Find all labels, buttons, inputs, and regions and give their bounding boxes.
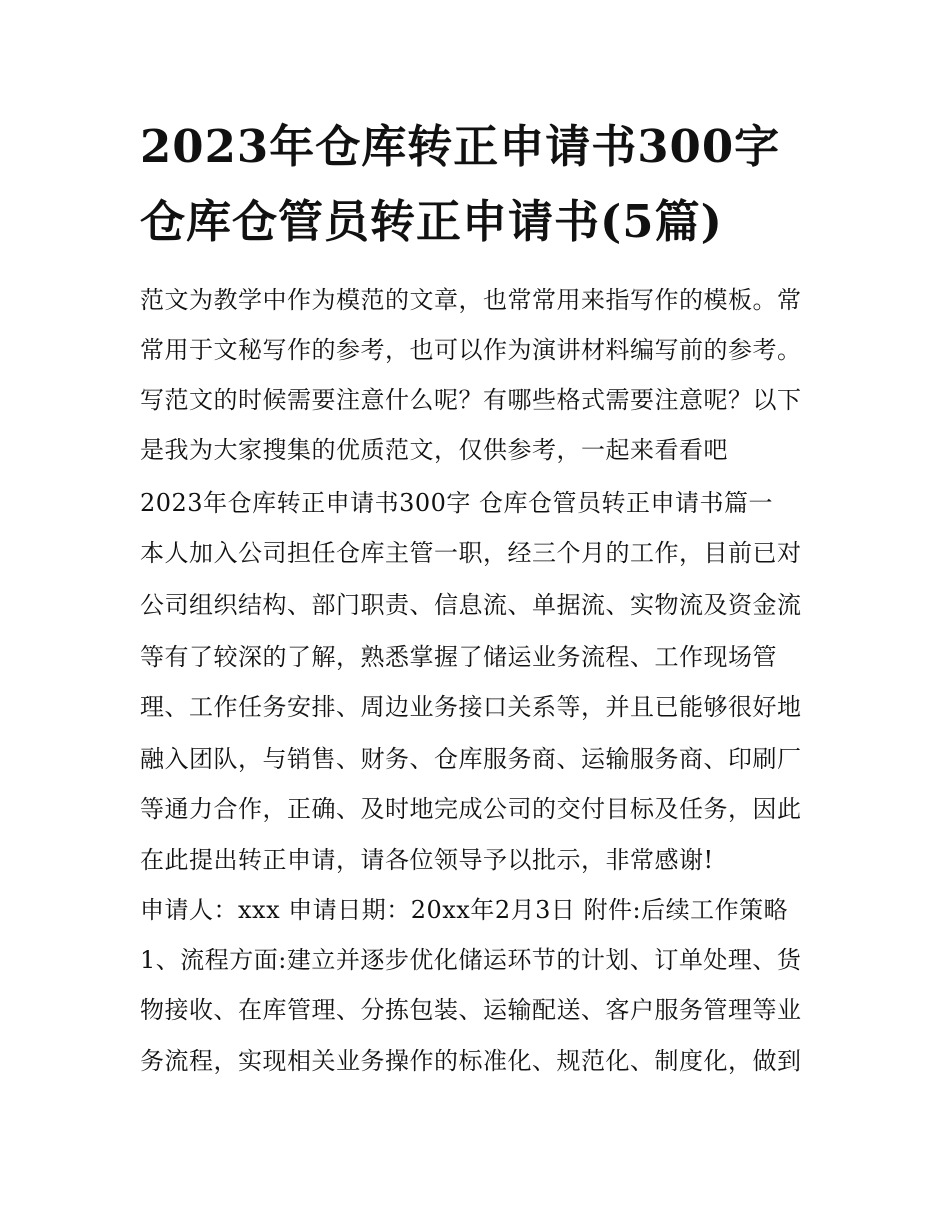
applicant-info-line: 申请人：xxx 申请日期：20xx年2月3日 附件:后续工作策略 <box>140 896 789 924</box>
paragraph-line: 范文为教学中作为模范的文章，也常常用来指写作的模板。常 <box>140 286 802 314</box>
paragraph-line: 是我为大家搜集的优质范文，仅供参考，一起来看看吧 <box>140 436 728 464</box>
paragraph-line: 融入团队，与销售、财务、仓库服务商、运输服务商、印刷厂 <box>140 745 802 773</box>
paragraph-line: 本人加入公司担任仓库主管一职，经三个月的工作，目前已对 <box>140 539 802 567</box>
paragraph-line: 常用于文秘写作的参考，也可以作为演讲材料编写前的参考。 <box>140 336 802 364</box>
paragraph-line: 1、流程方面:建立并逐步优化储运环节的计划、订单处理、货 <box>140 946 802 974</box>
document-title-line-1: 2023年仓库转正申请书300字 <box>140 120 781 173</box>
paragraph-line: 等有了较深的了解，熟悉掌握了储运业务流程、工作现场管 <box>140 643 777 671</box>
paragraph-line: 务流程，实现相关业务操作的标准化、规范化、制度化，做到 <box>140 1047 802 1075</box>
paragraph-line: 物接收、在库管理、分拣包装、运输配送、客户服务管理等业 <box>140 996 802 1024</box>
document-title-line-2: 仓库仓管员转正申请书(5篇) <box>140 195 723 248</box>
paragraph-line: 理、工作任务安排、周边业务接口关系等，并且已能够很好地 <box>140 693 802 721</box>
paragraph-line: 等通力合作，正确、及时地完成公司的交付目标及任务，因此 <box>140 795 802 823</box>
paragraph-line: 在此提出转正申请，请各位领导予以批示，非常感谢! <box>140 846 714 874</box>
paragraph-line: 写范文的时候需要注意什么呢？有哪些格式需要注意呢？以下 <box>140 386 802 414</box>
paragraph-line: 公司组织结构、部门职责、信息流、单据流、实物流及资金流 <box>140 591 802 619</box>
section-heading: 2023年仓库转正申请书300字 仓库仓管员转正申请书篇一 <box>140 489 774 517</box>
